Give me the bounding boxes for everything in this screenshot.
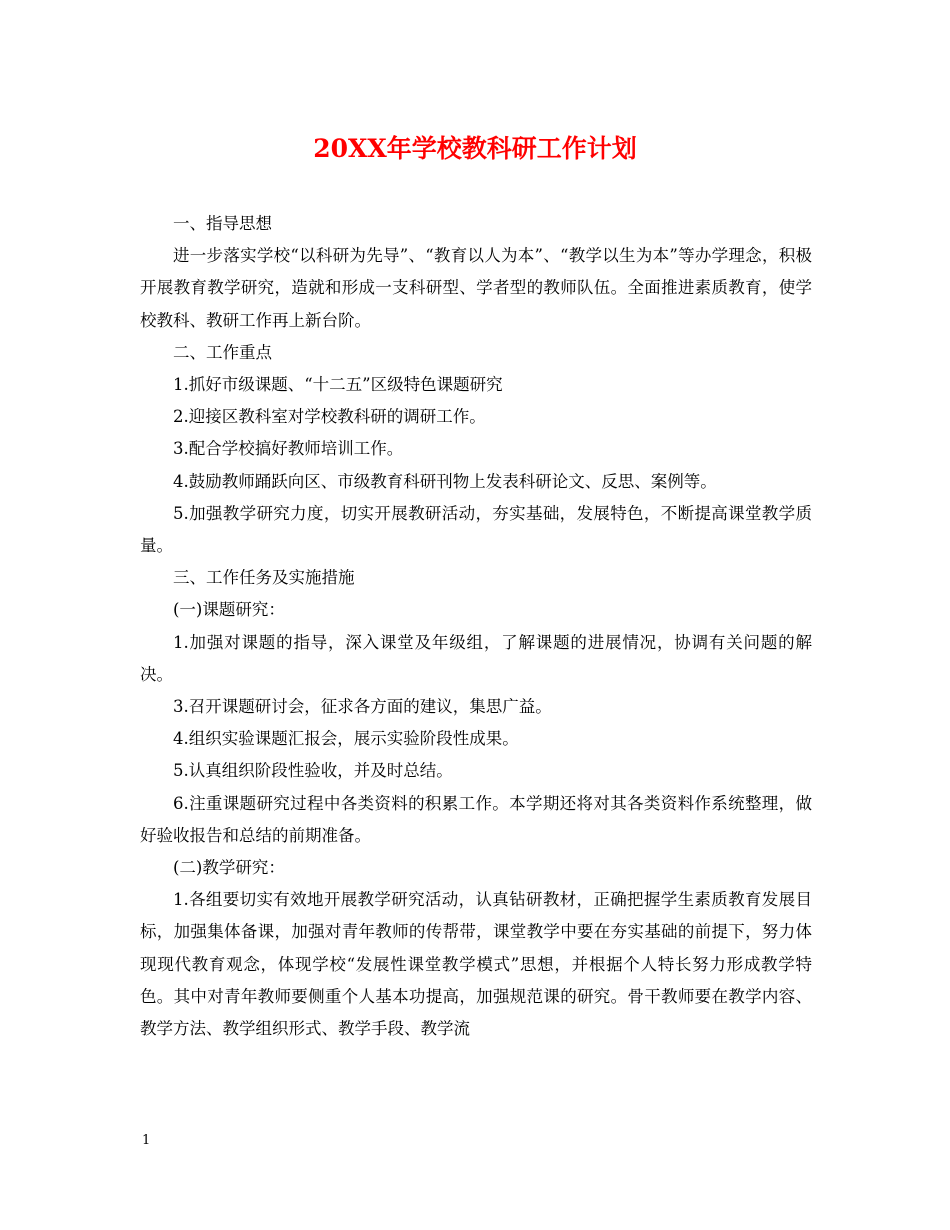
list-item: 1.抓好市级课题、“十二五”区级特色课题研究 [173, 375, 503, 395]
list-item: 2.迎接区教科室对学校教科研的调研工作。 [173, 407, 486, 427]
section-heading: 二、工作重点 [173, 342, 272, 362]
list-item: 1.加强对课题的指导，深入课堂及年级组，了解课题的进展情况，协调有关问题的解决。 [140, 632, 812, 684]
document-title: 20XX年学校教科研工作计划 [313, 134, 637, 163]
subsection-heading: (二)教学研究： [173, 858, 285, 878]
document-body [140, 208, 812, 1045]
section-heading: 三、工作任务及实施措施 [173, 568, 355, 588]
section-heading: 一、指导思想 [173, 214, 272, 233]
list-item: 4.鼓励教师踊跃向区、市级教育科研刊物上发表科研论文、反思、案例等。 [173, 471, 717, 491]
list-item: 5.加强教学研究力度，切实开展教研活动，夯实基础，发展特色，不断提高课堂教学质量。 [140, 503, 812, 556]
paragraph: 进一步落实学校“以科研为先导”、“教育以人为本”、“教学以生为本”等办学理念，积极开展教育教学研究，造就和形成一支科研型、学者型的教师队伍。全面推进素质教育，使学校教科、教研工作再上新台阶。 [140, 246, 812, 330]
list-item: 4.组织实验课题汇报会，展示实验阶段性成果。 [173, 729, 519, 749]
page-number: 1 [142, 1133, 151, 1148]
list-item: 5.认真组织阶段性验收，并及时总结。 [173, 761, 453, 781]
list-item: 3.召开课题研讨会，征求各方面的建议，集思广益。 [173, 697, 552, 717]
list-item: 3.配合学校搞好教师培训工作。 [173, 439, 404, 459]
subsection-heading: (一)课题研究： [173, 600, 285, 620]
list-item: 1.各组要切实有效地开展教学研究活动，认真钻研教材，正确把握学生素质教育发展目标，加强集体备课，加强对青年教师的传帮带，课堂教学中要在夯实基础的前提下，努力体现现代教育观念，体现学校“发展性课堂教学模式”思想，并根据个人特长努力形成教学特色。其中对青年教师要侧重个人基本功提高，加强规范课的研究。骨干教师要在教学内容、教学方法、教学组织形式、教学手段、教学流 [140, 890, 812, 1039]
list-item: 6.注重课题研究过程中各类资料的积累工作。本学期还将对其各类资料作系统整理，做好验收报告和总结的前期准备。 [140, 793, 812, 845]
